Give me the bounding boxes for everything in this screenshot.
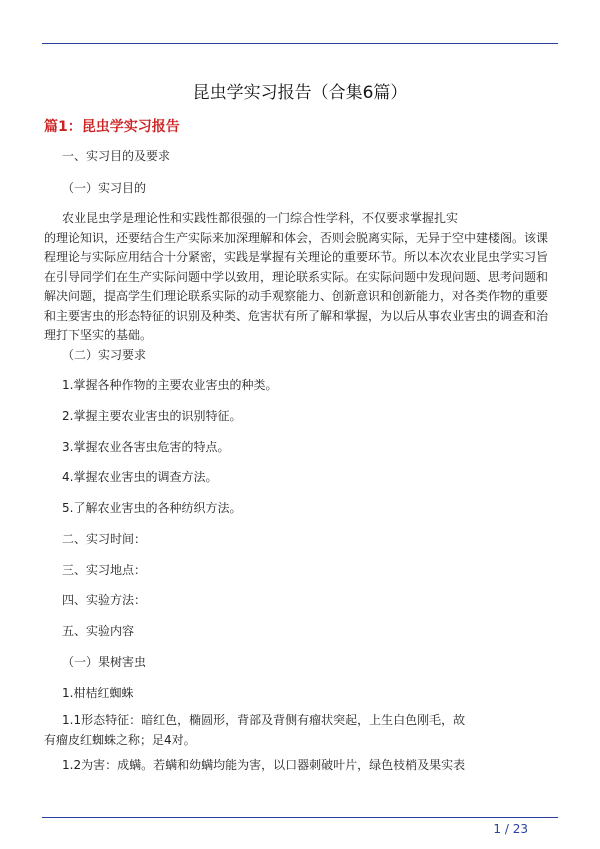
document-title: 昆虫学实习报告（合集6篇）: [192, 83, 408, 103]
morphology-paragraph: [44, 711, 556, 750]
heading-purpose-requirements: 一、实习目的及要求: [62, 149, 171, 163]
subheading-fruit-pests: （一）果树害虫: [62, 655, 147, 669]
paragraph-line: 解决问题，提高学生们理论联系实际的动手观察能力、创新意识和创新能力，对各类作物的重要: [44, 289, 549, 303]
heading-method: 四、实验方法：: [62, 593, 147, 607]
paragraph-line: 程理论与实际应用结合十分紧密，实践是掌握有关理论的重要环节。所以本次农业昆虫学实习旨: [44, 250, 549, 264]
subheading-requirements: （二）实习要求: [62, 348, 147, 362]
requirement-item: 1.掌握各种作物的主要农业害虫的种类。: [62, 378, 278, 392]
purpose-paragraph: [44, 209, 556, 346]
paragraph-line: 在引导同学们在生产实际问题中学以致用，理论联系实际。在实际问题中发现问题、思考问题和: [44, 269, 549, 284]
heading-location: 三、实习地点：: [62, 563, 147, 577]
paragraph-line: 理打下坚实的基础。: [44, 328, 153, 342]
paragraph-line: 1.1形态特征：暗红色，椭圆形，背部及背侧有瘤状突起，上生白色刚毛，故: [62, 713, 466, 727]
section-heading: 篇1：昆虫学实习报告: [44, 119, 180, 135]
footer-rule: [42, 817, 558, 818]
page-number: 1 / 23: [493, 822, 528, 836]
paragraph-line: 农业昆虫学是理论性和实践性都很强的一门综合性学科，不仅要求掌握扎实: [62, 211, 459, 225]
requirement-item: 2.掌握主要农业害虫的识别特征。: [62, 409, 242, 423]
requirement-item: 3.掌握农业各害虫危害的特点。: [62, 440, 230, 454]
harm-line: 1.2为害：成螨。若螨和幼螨均能为害，以口器刺破叶片，绿色枝梢及果实表: [62, 758, 466, 772]
paragraph-line: 有瘤皮红蜘蛛之称；足4对。: [44, 732, 196, 747]
paragraph-line: 和主要害虫的形态特征的识别及种类、危害状有所了解和掌握，为以后从事农业害虫的调查和治: [44, 308, 549, 323]
paragraph-line: 的理论知识，还要结合生产实际来加深理解和体会，否则会脱离实际，无异于空中建楼阁。该课: [44, 230, 549, 245]
heading-content: 五、实验内容: [62, 624, 135, 638]
requirement-item: 4.掌握农业害虫的调查方法。: [62, 470, 218, 484]
subheading-purpose: （一）实习目的: [62, 181, 147, 195]
subheading-citrus-red-mite: 1.柑桔红蜘蛛: [62, 686, 134, 700]
heading-time: 二、实习时间：: [62, 532, 147, 546]
header-rule: [42, 43, 558, 44]
requirement-item: 5.了解农业害虫的各种纺织方法。: [62, 501, 242, 515]
